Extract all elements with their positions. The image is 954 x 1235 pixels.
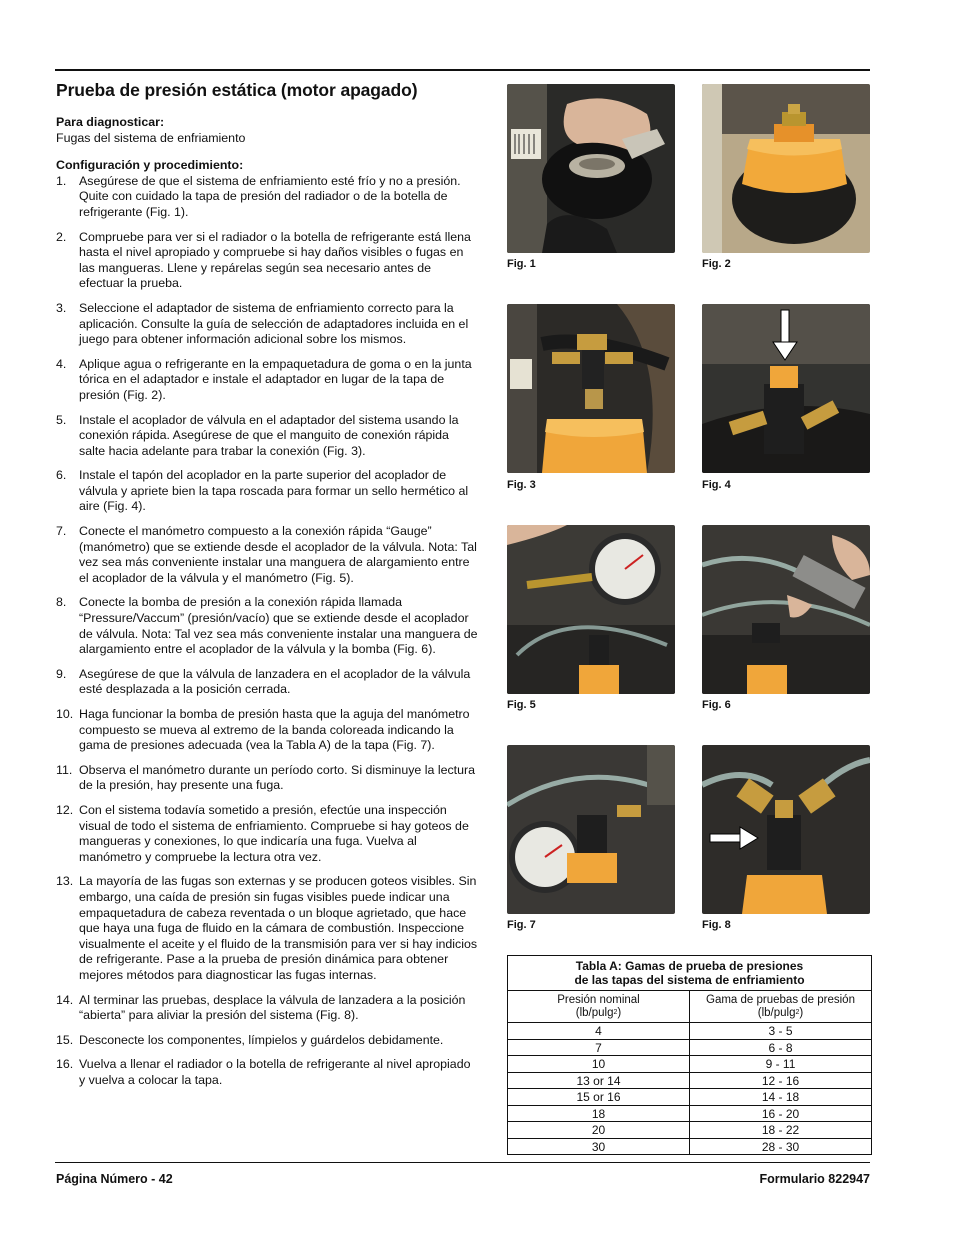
step-item: 9. Asegúrese de que la válvula de lanzadera en el acoplador de la válvula esté desplazada a la posición cerrada. — [56, 666, 471, 697]
step-item: 4. Aplique agua o refrigerante en la empaquetadura de goma o en la junta tórica en el adaptador e instale el adaptador en lugar de la tapa de presión (Fig. 2). — [56, 356, 472, 402]
step-item: 2. Compruebe para ver si el radiador o la botella de refrigerante está llena hasta el nivel apropiado y compruebe si hay daños visibles o fugas en las mangueras. Llene y repárelas según sea necesario antes de efectuar la prueba. — [56, 229, 471, 291]
fig-3-photo — [507, 304, 675, 473]
fig-2-label: Fig. 2 — [702, 258, 731, 270]
step-item: 10. Haga funcionar la bomba de presión hasta que la aguja del manómetro compuesto se mueva al extremo de la banda coloreada indicando la gama de presiones adecuada (vea la Tabla A) de la tapa (Fig. 7). — [56, 707, 470, 753]
fig-6-label: Fig. 6 — [702, 699, 731, 711]
table-row: 4 3 - 5 — [508, 1023, 871, 1040]
fig-8-label: Fig. 8 — [702, 919, 731, 931]
diagnose-text: Fugas del sistema de enfriamiento — [56, 130, 246, 145]
fig-7-photo — [507, 745, 675, 914]
step-item: 11. Observa el manómetro durante un período corto. Si disminuye la lectura de la presión, hay presente una fuga. — [56, 762, 476, 793]
table-row: 30 28 - 30 — [508, 1139, 871, 1155]
step-item: 15. Desconecte los componentes, límpielos y guárdelos debidamente. — [56, 1032, 444, 1047]
table-row: 20 18 - 22 — [508, 1122, 871, 1139]
steps-list — [56, 174, 478, 1089]
table-caption: Tabla A: Gamas de prueba de presiones de las tapas del sistema de enfriamiento — [508, 956, 871, 991]
top-rule — [55, 69, 870, 71]
fig-6-photo — [702, 525, 870, 694]
col-header-range: Gama de pruebas de presión (lb/pulg$^2$) — [706, 994, 855, 1019]
diagnose-heading: Para diagnosticar: — [56, 115, 165, 129]
step-item: 7. Conecte el manómetro compuesto a la conexión rápida “Gauge” (manómetro) que se extiende desde el acoplador de la válvula. Nota: Tal vez sea más conveniente instalar una manguera de alargamiento entre el acoplador de la válvula y el manómetro (Fig. 5). — [56, 524, 477, 585]
pressure-range-table — [507, 955, 872, 1155]
step-item: 12. Con el sistema todavía sometido a presión, efectúe una inspección visual de todo el sistema de enfriamiento. Compruebe si hay goteos de mangueras y conexiones, lo que indicaría una fuga. Vuelva al manómetro y compruebe la lectura otra vez. — [56, 802, 469, 864]
table-row: 18 16 - 20 — [508, 1106, 871, 1123]
table-row: 10 9 - 11 — [508, 1056, 871, 1073]
step-item: 13. La mayoría de las fugas son externas y se producen goteos visibles. Sin embargo, una caída de presión sin fugas visibles puede indicar una empaquetadura de cabeza reventada o un bloque agrietado, que hace que haya una fuga de fluido en la cámara de combustión. Inspeccione visualmente el aceite y el fluido de la transmisión para ver si hay indicios de refrigerante. Pase a la prueba de presión dinámica para obtener mejores métodos para diagnosticar las fugas internas. — [56, 874, 478, 982]
bottom-rule — [55, 1162, 870, 1163]
procedure-column — [56, 115, 478, 1097]
table-row: 7 6 - 8 — [508, 1040, 871, 1057]
setup-heading: Configuración y procedimiento: — [56, 158, 244, 173]
step-item: 5. Instale el acoplador de válvula en el adaptador del sistema usando la conexión rápida. Asegúrese de que el manguito de conexión rápida salte hacia adelante para trabar la conexión (Fig. 3). — [56, 412, 459, 458]
step-item: 8. Conecte la bomba de presión a la conexión rápida llamada “Pressure/Vaccum” (presión/vacío) que se extiende desde el acoplador de válvula. Nota: Tal vez sea más conveniente instalar una manguera de alargamiento entre el acoplador de la válvula y la bomba (Fig. 6). — [56, 595, 478, 657]
fig-1-label: Fig. 1 — [507, 258, 536, 270]
page-number: Página Número - 42 — [56, 1172, 173, 1186]
fig-3-label: Fig. 3 — [507, 479, 536, 491]
fig-7-label: Fig. 7 — [507, 919, 536, 931]
fig-5-label: Fig. 5 — [507, 699, 536, 711]
step-item: 1. Asegúrese de que el sistema de enfriamiento esté frío y no a presión. Quite con cuidado la tapa de presión del radiador o de la botella de refrigerante (Fig. 1). — [56, 173, 461, 219]
form-number: Formulario 822947 — [759, 1172, 870, 1186]
fig-1-photo — [507, 84, 675, 253]
col-header-nominal: Presión nominal (lb/pulg$^2$) — [508, 991, 690, 1022]
table-row: 15 or 16 14 - 18 — [508, 1089, 871, 1106]
step-item: 16. Vuelva a llenar el radiador o la botella de refrigerante al nivel apropiado y vuelva a colocar la tapa. — [56, 1057, 471, 1087]
step-item: 6. Instale el tapón del acoplador en la parte superior del acoplador de válvula y apriete bien la tapa roscada para formar un sello hermético al aire (Fig. 4). — [56, 468, 469, 514]
table-row: 13 or 14 12 - 16 — [508, 1073, 871, 1090]
step-item: 3. Seleccione el adaptador de sistema de enfriamiento correcto para la aplicación. Consulte la guía de selección de adaptadores incluida en el juego para obtener información adicional sobre los mismos. — [56, 300, 469, 347]
page-title: Prueba de presión estática (motor apagado) — [56, 80, 418, 100]
fig-4-label: Fig. 4 — [702, 479, 731, 491]
fig-4-photo — [702, 304, 870, 473]
fig-2-photo — [702, 84, 870, 253]
fig-8-photo — [702, 745, 870, 914]
step-item: 14. Al terminar las pruebas, desplace la válvula de lanzadera a la posición “abierta” para aliviar la presión del sistema (Fig. 8). — [56, 992, 466, 1023]
table-header-row — [508, 991, 871, 1023]
fig-5-photo — [507, 525, 675, 694]
